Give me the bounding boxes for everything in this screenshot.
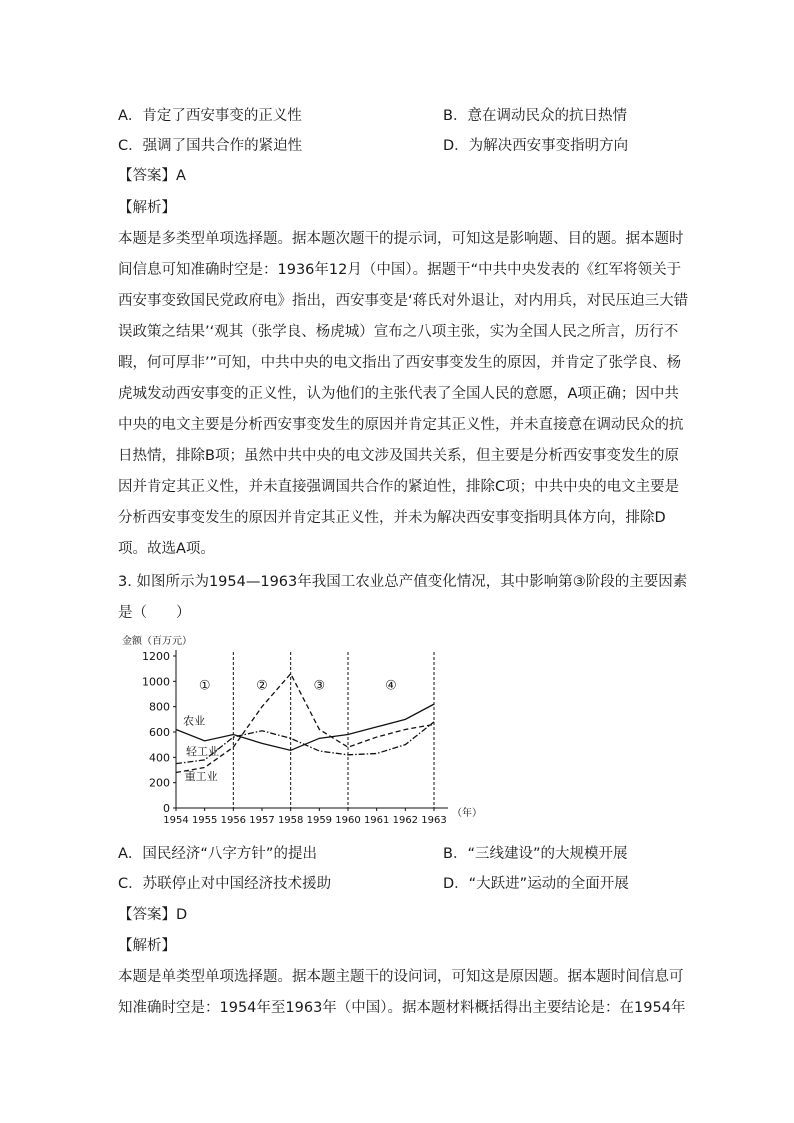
- q2-answer: 【答案】A: [118, 168, 186, 184]
- series-label: 轻工业: [186, 744, 220, 758]
- stage-marker: ③: [313, 678, 326, 694]
- q2-analysis-line: 中央的电文主要是分析西安事变发生的原因并肯定其正义性，并未直接意在调动民众的抗: [118, 417, 684, 433]
- y-tick-label: 0: [163, 802, 170, 815]
- x-tick-label: 1961: [363, 815, 390, 826]
- y-axis-label: 金额（百万元）: [122, 636, 192, 647]
- series-line: [176, 704, 434, 750]
- x-tick-label: 1962: [392, 815, 419, 826]
- x-axis-unit: （年）: [452, 808, 482, 819]
- q2-analysis-line: 间信息可知准确时空是：1936年12月（中国）。据题干“中共中央发表的《红军将领关于: [118, 262, 682, 278]
- series-label: 农业: [183, 714, 206, 728]
- q2-analysis-line: 日热情，排除B项；虽然中共中央的电文涉及国共关系，但主要是分析西安事变发生的原: [118, 448, 679, 464]
- q3-option-c: C．苏联停止对中国经济技术援助: [118, 876, 332, 892]
- q2-analysis-line: 误政策之结果’‘观其（张学良、杨虎城）宣布之八项主张，实为全国人民之所言，历行不: [118, 324, 679, 340]
- x-tick-label: 1954: [163, 815, 189, 826]
- x-tick-label: 1955: [191, 815, 218, 826]
- q2-analysis-line: 本题是多类型单项选择题。据本题次题干的提示词，可知这是影响题、目的题。据本题时: [118, 231, 684, 247]
- q2-analysis-line: 项。故选A项。: [118, 541, 215, 557]
- y-tick-label: 600: [149, 726, 170, 739]
- q3-option-d: D．“大跃进”运动的全面开展: [443, 876, 629, 892]
- q3-option-b: B．“三线建设”的大规模开展: [443, 846, 628, 862]
- stage-marker: ④: [385, 678, 397, 694]
- y-tick-label: 1200: [142, 650, 170, 663]
- x-tick-label: 1956: [220, 815, 247, 826]
- series-label: 重工业: [184, 770, 218, 784]
- q3-stem-line: 是（ ）: [118, 605, 191, 621]
- q3-analysis-line: 知准确时空是：1954年至1963年（中国）。据本题材料概括得出主要结论是：在1954年: [118, 1000, 686, 1016]
- y-tick-label: 1000: [142, 675, 170, 689]
- y-tick-label: 200: [149, 776, 170, 790]
- y-tick-label: 400: [149, 751, 170, 765]
- q3-chart: [118, 630, 482, 830]
- q2-analysis-line: 暇，何可厚非’”可知，中共中央的电文指出了西安事变发生的原因，并肯定了张学良、杨: [118, 355, 682, 371]
- stage-marker: ②: [256, 678, 268, 694]
- q2-analysis-line: 西安事变致国民党政府电》指出，西安事变是‘蒋氏对外退让，对内用兵，对民压迫三大错: [118, 293, 689, 309]
- x-tick-label: 1957: [249, 815, 275, 826]
- q2-option-a: A．肯定了西安事变的正义性: [118, 108, 302, 124]
- q2-analysis-line: 分析西安事变发生的原因并肯定其正义性，并未为解决西安事变指明具体方向，排除D: [118, 510, 666, 526]
- q3-analysis-label: 【解析】: [118, 938, 176, 954]
- q3-option-a: A．国民经济“八字方针”的提出: [118, 846, 317, 862]
- q3-stem-line: 3. 如图所示为1954—1963年我国工农业总产值变化情况，其中影响第③阶段的主要因素: [118, 574, 688, 590]
- y-tick-label: 800: [149, 700, 170, 714]
- q3-answer: 【答案】D: [118, 907, 188, 923]
- x-tick-label: 1963: [421, 815, 447, 826]
- q2-analysis-label: 【解析】: [118, 200, 176, 216]
- q3-analysis-line: 本题是单类型单项选择题。据本题主题干的设问词，可知这是原因题。据本题时间信息可: [118, 969, 684, 985]
- q2-analysis-line: 因并肯定其正义性，并未直接强调国共合作的紧迫性，排除C项；中共中央的电文主要是: [118, 479, 680, 495]
- q2-analysis-line: 虎城发动西安事变的正义性，认为他们的主张代表了全国人民的意愿，A项正确；因中共: [118, 386, 679, 402]
- x-tick-label: 1960: [335, 815, 361, 826]
- x-tick-label: 1958: [277, 815, 304, 826]
- q2-option-b: B．意在调动民众的抗日热情: [443, 108, 627, 124]
- line-chart: [118, 630, 482, 830]
- stage-marker: ①: [198, 678, 211, 694]
- q2-option-d: D．为解决西安事变指明方向: [443, 138, 629, 154]
- x-tick-label: 1959: [306, 815, 333, 826]
- q2-option-c: C．强调了国共合作的紧迫性: [118, 138, 303, 154]
